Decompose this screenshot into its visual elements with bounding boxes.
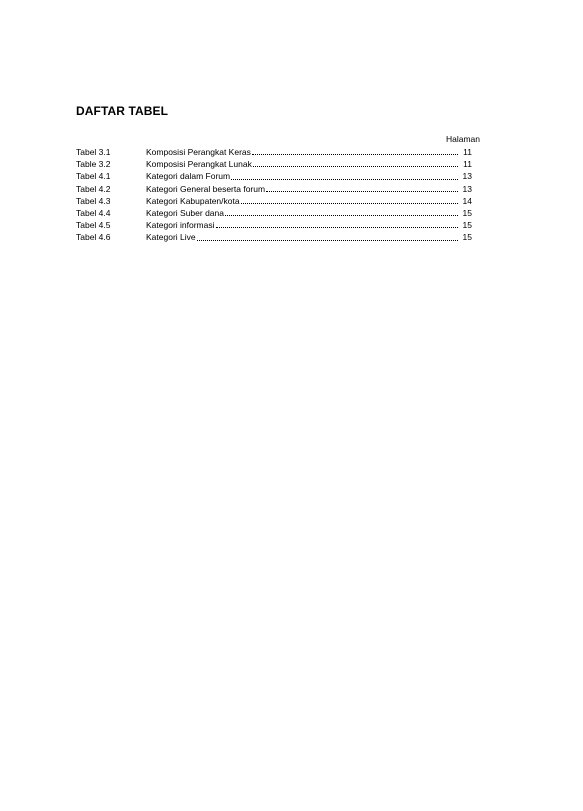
toc-entry[interactable] bbox=[76, 183, 472, 195]
toc-entry-title: Kategori Live bbox=[146, 232, 196, 243]
toc-entry[interactable] bbox=[76, 231, 472, 243]
toc-entry-title: Kategori General beserta forum bbox=[146, 183, 266, 194]
toc-entry-page: 15 bbox=[462, 207, 472, 218]
dot-leader bbox=[253, 165, 458, 167]
toc-entry-number: Tabel 4.1 bbox=[76, 171, 111, 182]
toc-entry-number: Tabel 4.5 bbox=[76, 220, 111, 231]
dot-leader bbox=[252, 153, 458, 155]
dot-leader bbox=[225, 214, 458, 216]
toc-entry[interactable] bbox=[76, 170, 472, 182]
dot-leader bbox=[216, 226, 458, 228]
toc-entry-title: Kategori dalam Forum bbox=[146, 171, 231, 182]
toc-entry-page: 15 bbox=[462, 220, 472, 231]
toc-entry-page: 13 bbox=[462, 183, 472, 194]
dot-leader bbox=[266, 190, 458, 192]
toc-entry-title: Komposisi Perangkat Keras bbox=[146, 146, 251, 157]
toc-entry-number: Tabel 4.2 bbox=[76, 183, 111, 194]
dot-leader bbox=[231, 178, 458, 180]
toc-entry-title: Kategori informasi bbox=[146, 220, 215, 231]
table-of-tables bbox=[76, 146, 472, 244]
toc-entry[interactable] bbox=[76, 207, 472, 219]
toc-entry-page: 15 bbox=[462, 232, 472, 243]
dot-leader bbox=[197, 239, 458, 241]
dot-leader bbox=[241, 202, 458, 204]
page-column-header: Halaman bbox=[445, 134, 480, 144]
toc-entry[interactable] bbox=[76, 195, 472, 207]
toc-entry[interactable] bbox=[76, 146, 472, 158]
toc-entry-title: Komposisi Perangkat Lunak bbox=[146, 159, 252, 170]
toc-entry-number: Tabel 4.6 bbox=[76, 232, 111, 243]
toc-entry-number: Table 3.2 bbox=[76, 159, 111, 170]
toc-entry[interactable] bbox=[76, 158, 472, 170]
toc-entry-number: Tabel 3.1 bbox=[76, 146, 111, 157]
toc-entry-title: Kategori Suber dana bbox=[146, 207, 224, 218]
toc-entry-title: Kategori Kabupaten/kota bbox=[146, 195, 240, 206]
toc-entry-page: 13 bbox=[462, 171, 472, 182]
toc-entry-page: 11 bbox=[463, 146, 472, 157]
page-title: DAFTAR TABEL bbox=[76, 104, 169, 118]
toc-entry-number: Tabel 4.4 bbox=[76, 207, 111, 218]
toc-entry-number: Tabel 4.3 bbox=[76, 195, 111, 206]
toc-entry[interactable] bbox=[76, 219, 472, 231]
toc-entry-page: 14 bbox=[462, 195, 472, 206]
toc-entry-page: 11 bbox=[463, 159, 472, 170]
